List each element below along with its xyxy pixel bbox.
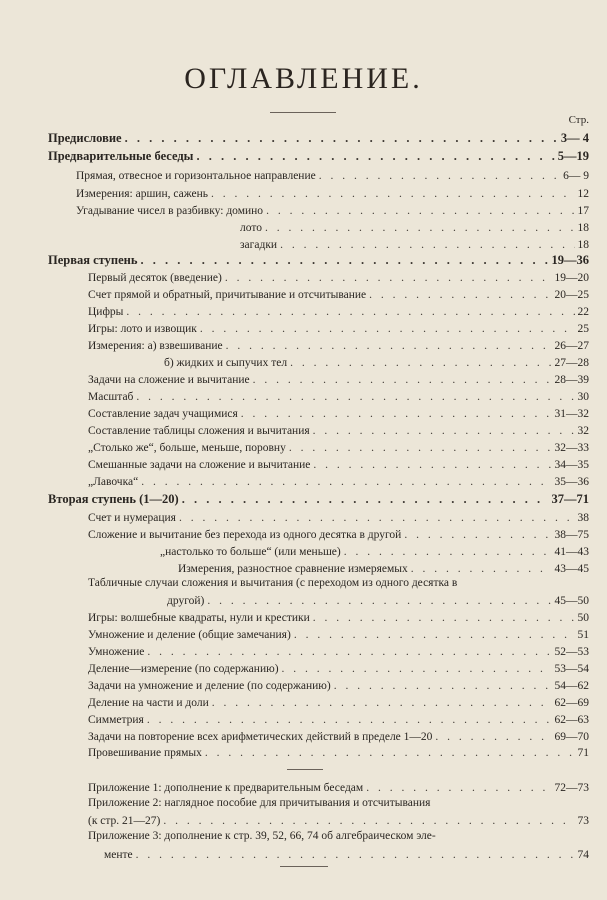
section-rule — [287, 769, 323, 770]
toc-entry[interactable] — [88, 304, 589, 318]
toc-entry-title: Измерения: а) взвешивание — [88, 340, 223, 352]
page-title: ОГЛАВЛЕНИЕ. — [184, 62, 423, 95]
toc-entry-title: Счет и нумерация — [88, 512, 176, 524]
toc-entry-title: Задачи на повторение всех арифметических действий в пределе 1—20 — [88, 731, 433, 743]
dot-leader — [294, 629, 575, 641]
toc-entry[interactable] — [88, 457, 589, 471]
toc-entry[interactable] — [88, 627, 589, 641]
dot-leader — [136, 391, 574, 403]
title-rule — [270, 112, 336, 113]
dot-leader — [369, 289, 551, 301]
dot-leader — [211, 188, 574, 200]
toc-entry[interactable] — [88, 813, 589, 827]
dot-leader — [125, 131, 558, 146]
dot-leader — [179, 512, 575, 524]
toc-entry-title: Приложение 3: дополнение к стр. 39, 52, 66, 74 об алгебраическом эле- — [88, 830, 436, 842]
toc-entry[interactable] — [88, 406, 589, 420]
toc-entry[interactable] — [76, 186, 589, 200]
dot-leader — [205, 747, 575, 759]
toc-entry-page: 52—53 — [554, 646, 589, 658]
toc-entry-title: Приложение 2: наглядное пособие для причитывания и отсчитывания — [88, 797, 431, 809]
toc-entry-page: 62—69 — [554, 697, 589, 709]
toc-entry[interactable] — [88, 389, 589, 403]
toc-entry-title: Симметрия — [88, 714, 144, 726]
toc-entry[interactable] — [160, 544, 589, 558]
dot-leader — [182, 492, 549, 507]
toc-entry-page: 34—35 — [554, 459, 589, 471]
toc-entry[interactable] — [48, 493, 589, 507]
dot-leader — [126, 306, 574, 318]
toc-entry-page: 32 — [577, 425, 589, 437]
toc-entry-title: Масштаб — [88, 391, 134, 403]
toc-entry[interactable] — [88, 678, 589, 692]
toc-entry-page: 18 — [577, 239, 589, 251]
toc-entry-page: 31—32 — [554, 408, 589, 420]
dot-leader — [280, 239, 574, 251]
dot-leader — [265, 222, 575, 234]
toc-entry-page: 43—45 — [554, 563, 589, 575]
dot-leader — [253, 374, 552, 386]
toc-entry-page: 69—70 — [554, 731, 589, 743]
toc-entry-page: 17 — [577, 205, 589, 217]
toc-entry[interactable] — [88, 780, 589, 794]
dot-leader — [163, 815, 574, 827]
toc-entry[interactable] — [167, 593, 589, 607]
toc-entry-title: Игры: лото и извощик — [88, 323, 197, 335]
toc-entry-page: 53—54 — [554, 663, 589, 675]
toc-entry-title: Деление—измерение (по содержанию) — [88, 663, 279, 675]
toc-entry-page: 18 — [577, 222, 589, 234]
dot-leader — [319, 170, 560, 182]
toc-entry-page: 27—28 — [554, 357, 589, 369]
toc-entry-title: Вторая ступень (1—20) — [48, 492, 179, 506]
toc-entry-page: 26—27 — [554, 340, 589, 352]
toc-entry-page: 25 — [577, 323, 589, 335]
toc-entry-page: 3— 4 — [560, 131, 589, 145]
toc-entry-page: 54—62 — [554, 680, 589, 692]
toc-entry[interactable] — [88, 661, 589, 675]
dot-leader — [226, 340, 552, 352]
toc-entry[interactable] — [76, 203, 589, 217]
toc-entry[interactable] — [88, 610, 589, 624]
toc-entry-page: 38 — [577, 512, 589, 524]
dot-leader — [282, 663, 552, 675]
dot-leader — [266, 205, 574, 217]
toc-entry[interactable] — [88, 440, 589, 454]
toc-entry[interactable] — [88, 287, 589, 301]
toc-entry-title: Счет прямой и обратный, причитывание и отсчитывание — [88, 289, 367, 301]
toc-entry-page: 38—75 — [554, 529, 589, 541]
dot-leader — [334, 680, 552, 692]
toc-entry-page: 37—71 — [551, 492, 589, 506]
toc-entry-title: Деление на части и доли — [88, 697, 209, 709]
dot-leader — [366, 782, 551, 794]
dot-leader — [196, 149, 554, 164]
toc-entry-title: Умножение и деление (общие замечания) — [88, 629, 291, 641]
toc-entry-title: б) жидких и сыпучих тел — [164, 357, 288, 369]
toc-entry-page: 74 — [577, 849, 589, 861]
toc-entry-page: 45—50 — [554, 595, 589, 607]
toc-entry[interactable] — [88, 527, 589, 541]
toc-entry-title: Измерения, разностное сравнение измеряемых — [178, 563, 408, 575]
toc-entry-title: „настолько то больше“ (или меньше) — [160, 546, 341, 558]
toc-entry-title: (к стр. 21—27) — [88, 815, 161, 827]
toc-entry-title: Первый десяток (введение) — [88, 272, 222, 284]
toc-entry-title: Составление таблицы сложения и вычитания — [88, 425, 310, 437]
toc-entry-title: загадки — [240, 239, 278, 251]
toc-entry[interactable] — [88, 372, 589, 386]
toc-entry[interactable] — [88, 644, 589, 658]
dot-leader — [313, 612, 575, 624]
toc-entry[interactable] — [88, 321, 589, 335]
toc-entry-page: 19—20 — [554, 272, 589, 284]
toc-entry-title: „Лавочка“ — [88, 476, 139, 488]
toc-entry-title: Задачи на умножение и деление (по содержанию) — [88, 680, 331, 692]
toc-entry-title: Табличные случаи сложения и вычитания (с переходом из одного десятка в — [88, 577, 458, 589]
dot-leader — [313, 425, 575, 437]
toc-entry[interactable] — [240, 237, 589, 251]
toc-entry-page: 6— 9 — [563, 170, 589, 182]
toc-entry[interactable] — [178, 561, 589, 575]
dot-leader — [435, 731, 551, 743]
toc-entry-page: 71 — [577, 747, 589, 759]
toc-entry-title: менте — [104, 849, 133, 861]
toc-entry-page: 41—43 — [554, 546, 589, 558]
dot-leader — [200, 323, 575, 335]
dot-leader — [241, 408, 552, 420]
dot-leader — [136, 849, 575, 861]
toc-entry-title: Составление задач учащимися — [88, 408, 238, 420]
page-column-label: Стр. — [568, 114, 589, 126]
toc-entry[interactable] — [88, 695, 589, 709]
toc-entry[interactable] — [164, 355, 589, 369]
toc-entry-title: Приложение 1: дополнение к предварительным беседам — [88, 782, 364, 794]
toc-entry-page: 19—36 — [551, 253, 589, 267]
toc-entry-page: 51 — [577, 629, 589, 641]
dot-leader — [207, 595, 551, 607]
toc-entry-page: 30 — [577, 391, 589, 403]
toc-entry[interactable] — [48, 150, 589, 164]
toc-entry-title: Провешивание прямых — [88, 747, 202, 759]
dot-leader — [141, 476, 551, 488]
toc-entry[interactable] — [88, 423, 589, 437]
dot-leader — [147, 714, 552, 726]
toc-entry[interactable] — [88, 729, 589, 743]
dot-leader — [290, 357, 551, 369]
toc-entry[interactable] — [76, 168, 589, 182]
toc-entry-title: „Столько же“, больше, меньше, поровну — [88, 442, 286, 454]
toc-entry[interactable] — [48, 132, 589, 146]
dot-leader — [212, 697, 552, 709]
dot-leader — [344, 546, 552, 558]
toc-entry-page: 12 — [577, 188, 589, 200]
dot-leader — [225, 272, 552, 284]
toc-entry[interactable] — [88, 338, 589, 352]
toc-entry-title: Игры: волшебные квадраты, нули и крестики — [88, 612, 310, 624]
toc-entry-title: другой) — [167, 595, 205, 607]
dot-leader — [313, 459, 551, 471]
toc-entry[interactable] — [48, 254, 589, 268]
toc-entry[interactable] — [88, 474, 589, 488]
toc-entry-page: 72—73 — [554, 782, 589, 794]
toc-entry-title: Цифры — [88, 306, 124, 318]
toc-entry[interactable] — [88, 510, 589, 524]
toc-entry-page: 73 — [577, 815, 589, 827]
dot-leader — [411, 563, 552, 575]
toc-entry-title: Смешанные задачи на сложение и вычитание — [88, 459, 311, 471]
toc-entry-title: Измерения: аршин, сажень — [76, 188, 209, 200]
toc-entry-title: Прямая, отвесное и горизонтальное направление — [76, 170, 316, 182]
toc-entry[interactable] — [240, 220, 589, 234]
toc-entry-page: 22 — [577, 306, 589, 318]
toc-entry-page: 32—33 — [554, 442, 589, 454]
toc-entry-title: Предисловие — [48, 131, 122, 145]
dot-leader — [147, 646, 551, 658]
toc-entry-page: 62—63 — [554, 714, 589, 726]
toc-entry-page: 35—36 — [554, 476, 589, 488]
toc-entry-title: Сложение и вычитание без перехода из одного десятка в другой — [88, 529, 402, 541]
toc-entry[interactable] — [88, 745, 589, 759]
toc-entry-page: 5—19 — [557, 149, 589, 163]
toc-entry-title: Задачи на сложение и вычитание — [88, 374, 250, 386]
toc-entry-title: Первая ступень — [48, 253, 138, 267]
toc-entry[interactable] — [88, 270, 589, 284]
toc-entry-page: 28—39 — [554, 374, 589, 386]
end-rule — [280, 866, 328, 867]
dot-leader — [289, 442, 552, 454]
toc-entry-title: Угадывание чисел в разбивку: домино — [76, 205, 264, 217]
toc-entry-title: Умножение — [88, 646, 145, 658]
toc-entry-page: 50 — [577, 612, 589, 624]
toc-entry[interactable] — [104, 847, 589, 861]
toc-entry-title: лото — [240, 222, 262, 234]
toc-entry[interactable] — [88, 712, 589, 726]
dot-leader — [140, 253, 548, 268]
toc-entry-page: 20—25 — [554, 289, 589, 301]
toc-entry-title: Предварительные беседы — [48, 149, 194, 163]
dot-leader — [404, 529, 551, 541]
